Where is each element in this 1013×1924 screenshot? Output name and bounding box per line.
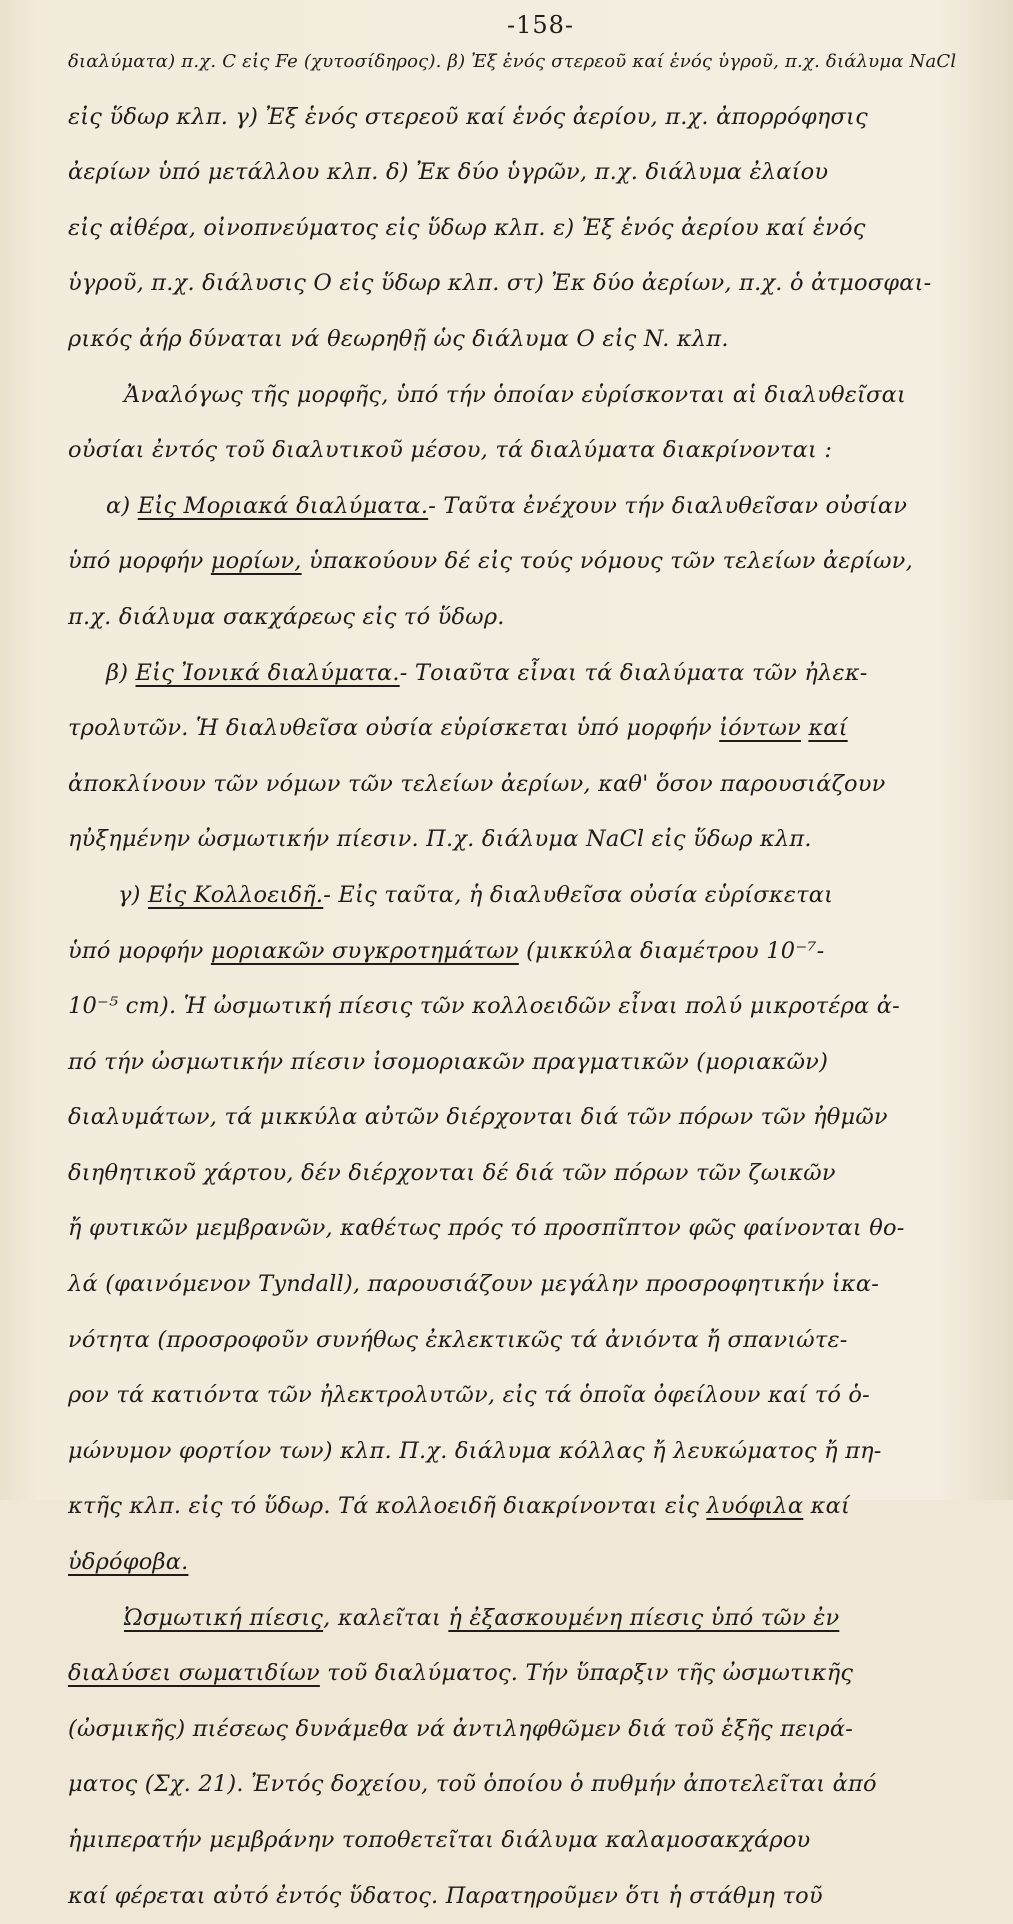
text-segment: - Ταῦτα ἐνέχουν τήν διαλυθεῖσαν οὐσίαν [428,492,908,519]
text-segment: διηθητικοῦ χάρτου, δέν διέρχονται δέ διά τῶν πόρων τῶν ζωικῶν [68,1159,836,1186]
underlined-term: ἰόντων [719,715,801,742]
text-segment: καί [803,1493,851,1520]
underlined-term: Εἰς Ἰονικά διαλύματα. [135,659,400,686]
text-segment: 10⁻⁵ cm). Ἡ ὠσμωτική πίεσις τῶν κολλοειδῶν εἶναι πολύ μικροτέρα ἀ- [68,993,900,1020]
text-segment: τρολυτῶν. Ἡ διαλυθεῖσα οὐσία εὑρίσκεται ὑπό μορφήν [68,715,720,742]
text-segment: - Εἰς ταῦτα, ἡ διαλυθεῖσα οὐσία εὑρίσκεται [323,881,834,908]
page-number: -158- [506,11,575,39]
underlined-term: μορίων, [210,548,302,575]
text-line [68,1368,973,1424]
text-line [68,1813,973,1869]
text-line [68,368,973,424]
text-segment: γ) [118,881,148,908]
text-segment: διαλυμάτων, τά μικκύλα αὐτῶν διέρχονται διά τῶν πόρων τῶν ἠθμῶν [68,1104,888,1131]
text-segment: ὑπό μορφήν [68,937,211,964]
underlined-term: μοριακῶν συγκροτημάτων [210,937,519,964]
text-line [68,868,973,924]
text-segment: (ὠσμικῆς) πιέσεως δυνάμεθα νά ἀντιληφθῶμεν διά τοῦ ἑξῆς πειρά- [68,1715,854,1742]
text-segment: ὑπακούουν δέ εἰς τούς νόμους τῶν τελείων ἀερίων, [301,548,913,575]
text-line [68,1424,973,1480]
text-segment: κτῆς κλπ. εἰς τό ὕδωρ. Τά κολλοειδῆ διακρίνονται εἰς [68,1493,707,1520]
underlined-term: ἡ ἐξασκουμένη πίεσις ὑπό τῶν ἐν [448,1604,840,1631]
text-segment: εἰς αἰθέρα, οἰνοπνεύματος εἰς ὕδωρ κλπ. ε) Ἐξ ἑνός ἀερίου καί ἑνός [68,214,866,241]
text-line [68,1146,973,1202]
text-segment: ἤ φυτικῶν μεμβρανῶν, καθέτως πρός τό προσπῖπτον φῶς φαίνονται θο- [68,1215,905,1242]
text-line [68,312,973,368]
text-line [68,479,973,535]
text-segment: ὑγροῦ, π.χ. διάλυσις O εἰς ὕδωρ κλπ. στ) Ἐκ δύο ἀερίων, π.χ. ὁ ἀτμοσφαι- [68,270,932,297]
underlined-term: καί [808,715,848,742]
text-line [68,1313,973,1369]
text-segment: τοῦ διαλύματος. Τήν ὕπαρξιν τῆς ὠσμωτικῆς [319,1660,854,1687]
text-segment: ρον τά κατιόντα τῶν ἠλεκτρολυτῶν, εἰς τά ὁποῖα ὀφείλουν καί τό ὁ- [68,1382,870,1409]
text-line [68,1090,973,1146]
text-line [68,812,973,868]
underlined-term: Ὠσμωτική πίεσις [124,1604,324,1631]
text-segment: λά (φαινόμενον Tyndall), παρουσιάζουν μεγάλην προσροφητικήν ἱκα- [68,1271,880,1298]
text-line [68,1257,973,1313]
text-segment: διαλύματα) π.χ. C εἰς Fe (χυτοσίδηρος). β) Ἐξ ἑνός στερεοῦ καί ἑνός ὑγροῦ, π.χ. διάλυμα NaCl [68,51,957,72]
text-line [68,1035,973,1091]
text-segment: Ἀναλόγως τῆς μορφῆς, ὑπό τήν ὁποίαν εὑρίσκονται αἱ διαλυθεῖσαι [124,381,906,408]
text-line [68,757,973,813]
text-line [68,590,973,646]
text-line [68,145,973,201]
text-line [68,34,973,90]
text-line [68,979,973,1035]
text-line [68,1869,973,1924]
text-segment: ἀποκλίνουν τῶν νόμων τῶν τελείων ἀερίων, καθ' ὅσον παρουσιάζουν [68,770,886,797]
text-line [68,1757,973,1813]
text-segment: ηὐξημένην ὠσμωτικήν πίεσιν. Π.χ. διάλυμα NaCl εἰς ὕδωρ κλπ. [68,826,812,853]
text-segment: μώνυμον φορτίον των) κλπ. Π.χ. διάλυμα κόλλας ἤ λευκώματος ἤ πη- [68,1437,882,1464]
text-line [68,90,973,146]
text-line [68,1702,973,1758]
text-segment: πό τήν ὠσμωτικήν πίεσιν ἰσομοριακῶν πραγματικῶν (μοριακῶν) [68,1048,829,1075]
text-line [68,646,973,702]
text-segment: νότητα (προσροφοῦν συνήθως ἐκλεκτικῶς τά ἀνιόντα ἤ σπανιώτε- [68,1326,848,1353]
text-line [68,701,973,757]
text-line [68,256,973,312]
underlined-term: ὑδρόφοβα. [68,1549,189,1576]
text-segment: ρικός ἀήρ δύναται νά θεωρηθῇ ὡς διάλυμα O εἰς N. κλπ. [68,325,729,352]
text-line [68,534,973,590]
text-line [68,924,973,980]
underlined-term: διαλύσει σωματιδίων [68,1660,320,1687]
text-line [68,1201,973,1257]
text-segment: ἡμιπερατήν μεμβράνην τοποθετεῖται διάλυμα καλαμοσακχάρου [68,1827,811,1853]
text-segment: (μικκύλα διαμέτρου 10⁻⁷- [518,937,825,964]
text-line [68,423,973,479]
text-segment: καί φέρεται αὐτό ἐντός ὕδατος. Παρατηροῦμεν ὅτι ἡ στάθμη τοῦ [68,1882,823,1909]
text-segment: εἰς ὕδωρ κλπ. γ) Ἐξ ἑνός στερεοῦ καί ἑνός ἀερίου, π.χ. ἀπορρόφησις [68,103,868,130]
text-segment: ὑπό μορφήν [68,548,211,575]
text-line [68,1646,973,1702]
underlined-term: Εἰς Μοριακά διαλύματα. [137,492,429,519]
text-line [68,1479,973,1535]
text-segment: - Τοιαῦτα εἶναι τά διαλύματα τῶν ἠλεκ- [399,659,868,686]
underlined-term: λυόφιλα [706,1493,804,1520]
text-segment: α) [106,492,138,519]
text-segment: β) [106,659,136,686]
text-segment: ματος (Σχ. 21). Ἐντός δοχείου, τοῦ ὁποίου ὁ πυθμήν ἀποτελεῖται ἀπό [68,1771,877,1798]
text-body [68,34,973,1924]
text-segment: , καλεῖται [323,1604,449,1631]
text-segment: π.χ. διάλυμα σακχάρεως εἰς τό ὕδωρ. [68,603,505,630]
text-line [68,1591,973,1647]
underlined-term: Εἰς Κολλοειδῆ. [147,881,324,908]
text-line [68,1535,973,1591]
text-segment: ἀερίων ὑπό μετάλλου κλπ. δ) Ἐκ δύο ὑγρῶν, π.χ. διάλυμα ἐλαίου [68,159,829,186]
text-segment: οὐσίαι ἐντός τοῦ διαλυτικοῦ μέσου, τά διαλύματα διακρίνονται : [68,437,833,464]
text-line [68,201,973,257]
